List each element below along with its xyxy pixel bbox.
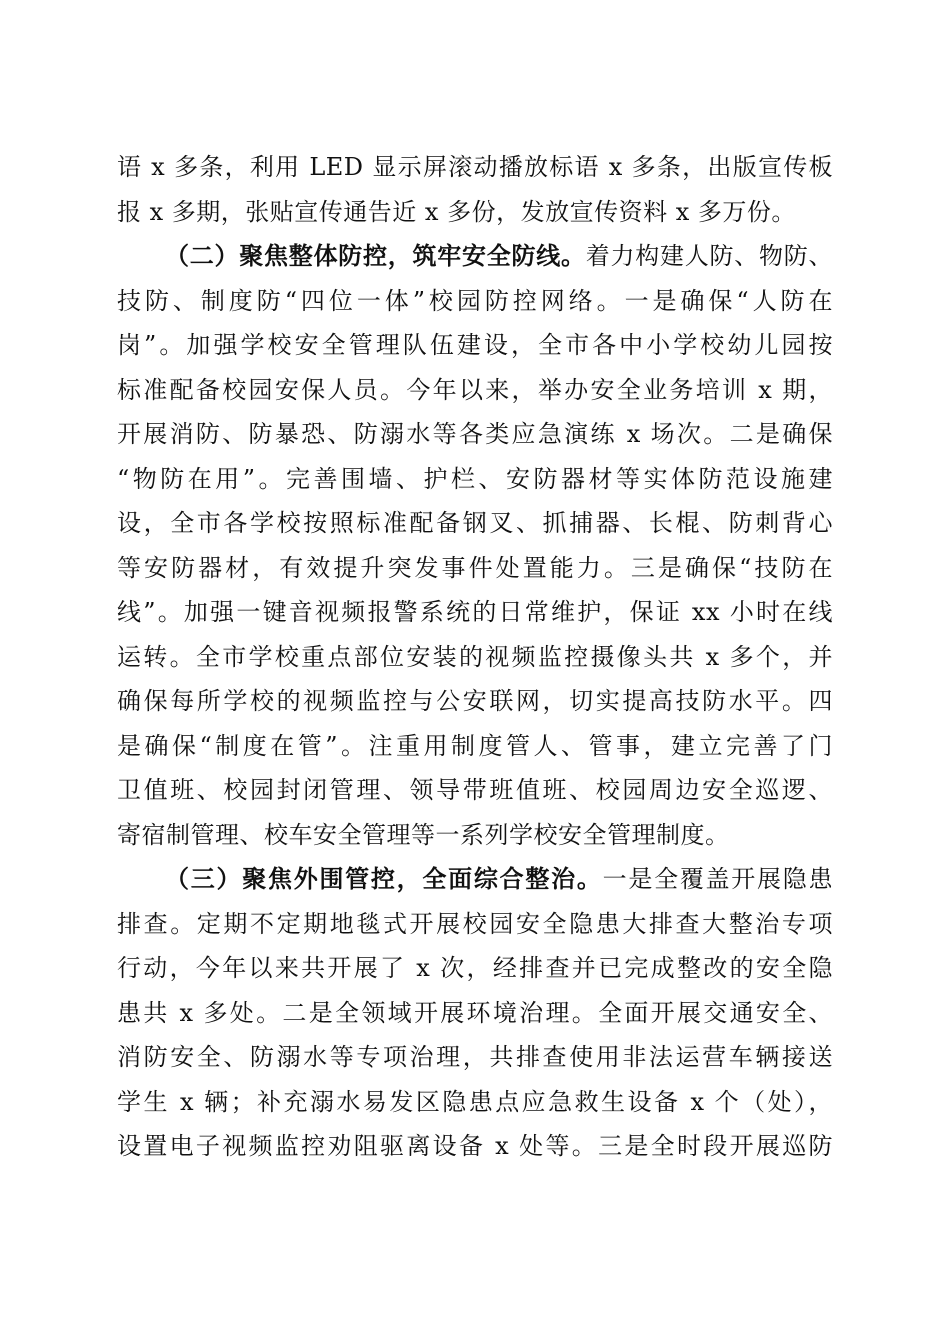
text-line: 岗”。加强学校安全管理队伍建设，全市各中小学校幼儿园按: [117, 331, 833, 359]
text-line: 开展消防、防暴恐、防溺水等各类应急演练 x 场次。二是确保: [117, 420, 833, 448]
text-line: 患共 x 多处。二是全领域开展环境治理。全面开展交通安全、: [117, 998, 833, 1027]
text-line: 运转。全市学校重点部位安装的视频监控摄像头共 x 多个，并: [117, 642, 833, 671]
text-line: 行动，今年以来共开展了 x 次，经排查并已完成整改的安全隐: [117, 954, 833, 982]
paragraph-perimeter-control: [117, 857, 833, 1169]
paragraph-overall-prevention: [117, 234, 833, 857]
text-line: 语 x 多条，利用 LED 显示屏滚动播放标语 x 多条，出版宣传板: [117, 153, 833, 181]
text-line: 设置电子视频监控劝阻驱离设备 x 处等。三是全时段开展巡防: [117, 1132, 833, 1160]
section-heading-2: （二）聚焦整体防控，筑牢安全防线。: [165, 241, 586, 270]
text-line: 确保每所学校的视频监控与公安联网，切实提高技防水平。四: [117, 687, 833, 715]
text-line: 排查。定期不定期地毯式开展校园安全隐患大排查大整治专项: [117, 909, 833, 938]
text-line: 卫值班、校园封闭管理、领导带班值班、校园周边安全巡逻、: [117, 776, 833, 804]
text-line-with-heading: [117, 857, 833, 902]
text-line: 学生 x 辆；补充溺水易发区隐患点应急救生设备 x 个（处），: [117, 1087, 833, 1116]
paragraph-publicity: [117, 145, 833, 234]
text-run: 一是全覆盖开展隐患: [602, 865, 834, 893]
text-line: 等安防器材，有效提升突发事件处置能力。三是确保“技防在: [117, 553, 833, 582]
text-line: 设，全市各学校按照标准配备钢叉、抓捕器、长棍、防刺背心: [117, 509, 833, 537]
text-line: “物防在用”。完善围墙、护栏、安防器材等实体防范设施建: [117, 464, 833, 493]
text-line: 线”。加强一键音视频报警系统的日常维护，保证 xx 小时在线: [117, 598, 833, 626]
text-line: 是确保“制度在管”。注重用制度管人、管事，建立完善了门: [117, 731, 833, 760]
text-line-with-heading: [117, 234, 833, 279]
text-line: 寄宿制管理、校车安全管理等一系列学校安全管理制度。: [117, 820, 730, 849]
text-line: 消防安全、防溺水等专项治理，共排查使用非法运营车辆接送: [117, 1043, 833, 1071]
text-line: 标准配备校园安保人员。今年以来，举办安全业务培训 x 期，: [117, 375, 833, 404]
text-line: 技防、制度防“四位一体”校园防控网络。一是确保“人防在: [117, 286, 833, 315]
section-heading-3: （三）聚焦外围管控，全面综合整治。: [165, 864, 603, 893]
document-body: [117, 145, 833, 1169]
text-run: 着力构建人防、物防、: [585, 242, 833, 270]
text-line: 报 x 多期，张贴宣传通告近 x 多份，发放宣传资料 x 多万份。: [117, 197, 796, 226]
